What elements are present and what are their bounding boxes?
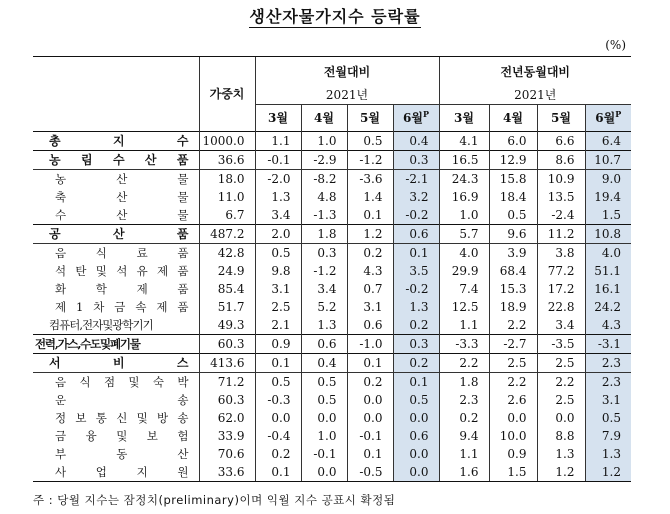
mom-cell: -0.3 bbox=[255, 391, 301, 409]
mom-cell: -1.0 bbox=[347, 335, 393, 354]
yoy-cell: 4.1 bbox=[439, 132, 489, 151]
table-row bbox=[33, 445, 631, 463]
mom-cell: -2.0 bbox=[255, 170, 301, 189]
mom-cell: -8.2 bbox=[301, 170, 347, 189]
yoy-month-header: 5월 bbox=[537, 105, 585, 132]
yoy-month-header-current: 6월$^P$ bbox=[585, 105, 631, 132]
yoy-cell: -3.3 bbox=[439, 335, 489, 354]
row-label: 농 산 물 bbox=[33, 170, 199, 189]
mom-cell: 3.5 bbox=[393, 262, 439, 280]
yoy-cell: 7.4 bbox=[439, 280, 489, 298]
weight-cell: 487.2 bbox=[199, 225, 255, 244]
yoy-month-header: 3월 bbox=[439, 105, 489, 132]
row-label: 운 송 bbox=[55, 392, 189, 407]
row-label: 정 보 통 신 및 방 송 bbox=[55, 410, 189, 425]
mom-cell: 0.7 bbox=[347, 280, 393, 298]
yoy-cell: 1.2 bbox=[585, 463, 631, 482]
mom-cell: 0.5 bbox=[301, 373, 347, 392]
mom-cell: 0.5 bbox=[347, 132, 393, 151]
yoy-month-header: 4월 bbox=[489, 105, 537, 132]
yoy-group-header: 전년동월대비 bbox=[439, 57, 631, 88]
yoy-cell: 3.4 bbox=[537, 316, 585, 335]
mom-cell: 1.3 bbox=[301, 316, 347, 335]
mom-cell: 0.3 bbox=[301, 244, 347, 263]
mom-cell: 0.0 bbox=[347, 409, 393, 427]
yoy-cell: 15.3 bbox=[489, 280, 537, 298]
mom-cell: 5.2 bbox=[301, 298, 347, 316]
yoy-cell: 1.1 bbox=[439, 316, 489, 335]
mom-cell: 2.0 bbox=[255, 225, 301, 244]
row-label: 음 식 료 품 bbox=[33, 244, 199, 263]
mom-cell: -1.2 bbox=[347, 151, 393, 170]
yoy-cell: 2.2 bbox=[537, 373, 585, 392]
yoy-cell: 24.2 bbox=[585, 298, 631, 316]
row-label: 제 1 차 금 속 제 품 bbox=[55, 299, 189, 314]
yoy-cell: 1.3 bbox=[537, 445, 585, 463]
yoy-cell: 13.5 bbox=[537, 188, 585, 206]
mom-cell: 0.6 bbox=[393, 427, 439, 445]
yoy-cell: 68.4 bbox=[489, 262, 537, 280]
mom-cell: 3.2 bbox=[393, 188, 439, 206]
mom-cell: 0.2 bbox=[255, 445, 301, 463]
yoy-cell: 9.0 bbox=[585, 170, 631, 189]
mom-cell: 0.2 bbox=[347, 373, 393, 392]
weight-cell: 36.6 bbox=[199, 151, 255, 170]
mom-month-header: 3월 bbox=[255, 105, 301, 132]
yoy-cell: 2.5 bbox=[489, 354, 537, 373]
weight-cell: 60.3 bbox=[199, 335, 255, 354]
yoy-cell: 0.2 bbox=[439, 409, 489, 427]
yoy-cell: 2.3 bbox=[439, 391, 489, 409]
weight-cell: 62.0 bbox=[199, 409, 255, 427]
row-label: 금 융 및 보 험 bbox=[55, 428, 189, 443]
yoy-cell: 2.5 bbox=[537, 391, 585, 409]
mom-cell: 0.0 bbox=[393, 463, 439, 482]
yoy-cell: -3.1 bbox=[585, 335, 631, 354]
yoy-cell: 4.3 bbox=[585, 316, 631, 335]
yoy-cell: 12.5 bbox=[439, 298, 489, 316]
yoy-cell: 29.9 bbox=[439, 262, 489, 280]
mom-cell: 1.1 bbox=[255, 132, 301, 151]
table-row bbox=[33, 373, 631, 392]
yoy-cell: 0.5 bbox=[489, 206, 537, 225]
mom-cell: 0.0 bbox=[301, 409, 347, 427]
row-label: 음 식 점 및 숙 박 bbox=[33, 373, 199, 392]
table-row bbox=[33, 463, 631, 482]
row-label: 부 동 산 bbox=[55, 446, 189, 461]
mom-month-header: 4월 bbox=[301, 105, 347, 132]
mom-cell: 0.2 bbox=[347, 244, 393, 263]
row-label: 총 지 수 bbox=[33, 132, 199, 151]
yoy-cell: 22.8 bbox=[537, 298, 585, 316]
mom-cell: 0.6 bbox=[301, 335, 347, 354]
mom-cell: 3.1 bbox=[347, 298, 393, 316]
table-row bbox=[33, 391, 631, 409]
yoy-cell: 2.2 bbox=[489, 373, 537, 392]
weight-cell: 33.6 bbox=[199, 463, 255, 482]
mom-cell: -0.4 bbox=[255, 427, 301, 445]
table-row bbox=[33, 262, 631, 280]
yoy-cell: -2.7 bbox=[489, 335, 537, 354]
yoy-cell: 3.1 bbox=[585, 391, 631, 409]
mom-cell: 0.1 bbox=[255, 354, 301, 373]
yoy-cell: 16.1 bbox=[585, 280, 631, 298]
mom-cell: 0.3 bbox=[393, 151, 439, 170]
weight-cell: 24.9 bbox=[199, 262, 255, 280]
weight-cell: 85.4 bbox=[199, 280, 255, 298]
yoy-year: 2021년 bbox=[439, 87, 631, 105]
mom-cell: 0.5 bbox=[393, 391, 439, 409]
yoy-cell: 1.6 bbox=[439, 463, 489, 482]
yoy-cell: 0.5 bbox=[585, 409, 631, 427]
yoy-cell: 3.8 bbox=[537, 244, 585, 263]
weight-header: 가중치 bbox=[199, 57, 255, 132]
mom-cell: 0.1 bbox=[393, 244, 439, 263]
mom-cell: 4.3 bbox=[347, 262, 393, 280]
table-row bbox=[33, 335, 631, 354]
mom-cell: 0.0 bbox=[347, 391, 393, 409]
mom-cell: 1.3 bbox=[255, 188, 301, 206]
mom-cell: 0.4 bbox=[393, 132, 439, 151]
mom-cell: 0.2 bbox=[393, 316, 439, 335]
mom-cell: -1.3 bbox=[301, 206, 347, 225]
mom-cell: 0.5 bbox=[255, 373, 301, 392]
yoy-cell: 51.1 bbox=[585, 262, 631, 280]
mom-cell: 1.0 bbox=[301, 427, 347, 445]
weight-cell: 33.9 bbox=[199, 427, 255, 445]
weight-cell: 6.7 bbox=[199, 206, 255, 225]
yoy-cell: 2.6 bbox=[489, 391, 537, 409]
yoy-cell: 17.2 bbox=[537, 280, 585, 298]
mom-cell: -1.2 bbox=[301, 262, 347, 280]
mom-month-header-current: 6월$^P$ bbox=[393, 105, 439, 132]
mom-cell: 3.4 bbox=[301, 280, 347, 298]
mom-cell: -0.2 bbox=[393, 280, 439, 298]
yoy-cell: 1.0 bbox=[439, 206, 489, 225]
row-label: 화 학 제 품 bbox=[55, 281, 189, 296]
yoy-cell: 6.0 bbox=[489, 132, 537, 151]
weight-cell: 42.8 bbox=[199, 244, 255, 263]
mom-cell: -0.1 bbox=[347, 427, 393, 445]
yoy-cell: 18.9 bbox=[489, 298, 537, 316]
table-row bbox=[33, 409, 631, 427]
yoy-cell: 7.9 bbox=[585, 427, 631, 445]
yoy-cell: 1.5 bbox=[489, 463, 537, 482]
weight-cell: 71.2 bbox=[199, 373, 255, 392]
table-row bbox=[33, 280, 631, 298]
weight-cell: 49.3 bbox=[199, 316, 255, 335]
weight-cell: 11.0 bbox=[199, 188, 255, 206]
yoy-cell: 12.9 bbox=[489, 151, 537, 170]
weight-cell: 18.0 bbox=[199, 170, 255, 189]
table-row bbox=[33, 427, 631, 445]
mom-cell: 0.5 bbox=[301, 391, 347, 409]
table-row bbox=[33, 244, 631, 263]
yoy-cell: 16.9 bbox=[439, 188, 489, 206]
yoy-cell: 10.9 bbox=[537, 170, 585, 189]
mom-cell: 0.5 bbox=[255, 244, 301, 263]
mom-cell: 9.8 bbox=[255, 262, 301, 280]
mom-cell: 0.0 bbox=[255, 409, 301, 427]
mom-cell: 0.6 bbox=[393, 225, 439, 244]
mom-cell: -0.2 bbox=[393, 206, 439, 225]
mom-cell: 0.6 bbox=[347, 316, 393, 335]
mom-cell: -0.1 bbox=[255, 151, 301, 170]
yoy-cell: 9.6 bbox=[489, 225, 537, 244]
table-row bbox=[33, 132, 631, 151]
unit-label: (%) bbox=[605, 38, 626, 52]
yoy-cell: 3.9 bbox=[489, 244, 537, 263]
table-row bbox=[33, 170, 631, 189]
yoy-cell: -3.5 bbox=[537, 335, 585, 354]
table-row bbox=[33, 225, 631, 244]
yoy-cell: 19.4 bbox=[585, 188, 631, 206]
label-header bbox=[33, 57, 199, 132]
yoy-cell: 1.8 bbox=[439, 373, 489, 392]
footnote: 주 : 당월 지수는 잠정치(preliminary)이며 익월 지수 공표시 확정됨 bbox=[33, 493, 396, 507]
yoy-cell: 6.4 bbox=[585, 132, 631, 151]
mom-cell: 0.0 bbox=[393, 445, 439, 463]
weight-cell: 60.3 bbox=[199, 391, 255, 409]
yoy-cell: 6.6 bbox=[537, 132, 585, 151]
yoy-cell: 2.3 bbox=[585, 354, 631, 373]
weight-cell: 70.6 bbox=[199, 445, 255, 463]
table-row bbox=[33, 316, 631, 335]
weight-cell: 51.7 bbox=[199, 298, 255, 316]
table-row bbox=[33, 206, 631, 225]
mom-cell: 0.1 bbox=[393, 373, 439, 392]
yoy-cell: 16.5 bbox=[439, 151, 489, 170]
ppi-table bbox=[33, 56, 631, 482]
mom-cell: 1.8 bbox=[301, 225, 347, 244]
mom-cell: -2.1 bbox=[393, 170, 439, 189]
yoy-cell: 2.3 bbox=[585, 373, 631, 392]
mom-year: 2021년 bbox=[255, 87, 439, 105]
mom-cell: 0.1 bbox=[255, 463, 301, 482]
yoy-cell: 2.5 bbox=[537, 354, 585, 373]
mom-cell: 0.3 bbox=[393, 335, 439, 354]
mom-cell: 0.0 bbox=[393, 409, 439, 427]
row-label: 수 산 물 bbox=[55, 207, 189, 222]
row-label: 컴퓨터,전자및광학기기 bbox=[49, 317, 153, 332]
mom-cell: 1.2 bbox=[347, 225, 393, 244]
yoy-cell: 5.7 bbox=[439, 225, 489, 244]
yoy-cell: 1.5 bbox=[585, 206, 631, 225]
mom-cell: 0.0 bbox=[301, 463, 347, 482]
yoy-cell: 4.0 bbox=[585, 244, 631, 263]
table-row bbox=[33, 298, 631, 316]
yoy-cell: 0.9 bbox=[489, 445, 537, 463]
mom-cell: 0.4 bbox=[301, 354, 347, 373]
yoy-cell: 15.8 bbox=[489, 170, 537, 189]
mom-cell: -2.9 bbox=[301, 151, 347, 170]
mom-cell: 3.1 bbox=[255, 280, 301, 298]
row-label: 전력,가스,수도및폐기물 bbox=[33, 335, 199, 354]
mom-cell: 1.0 bbox=[301, 132, 347, 151]
yoy-cell: -2.4 bbox=[537, 206, 585, 225]
yoy-cell: 8.6 bbox=[537, 151, 585, 170]
row-label: 서 비 스 bbox=[33, 354, 199, 373]
yoy-cell: 0.0 bbox=[537, 409, 585, 427]
mom-cell: 0.9 bbox=[255, 335, 301, 354]
mom-cell: 0.1 bbox=[347, 354, 393, 373]
row-label: 농 림 수 산 품 bbox=[33, 151, 199, 170]
yoy-cell: 0.0 bbox=[489, 409, 537, 427]
yoy-cell: 10.8 bbox=[585, 225, 631, 244]
mom-cell: 0.2 bbox=[393, 354, 439, 373]
yoy-cell: 4.0 bbox=[439, 244, 489, 263]
weight-cell: 1000.0 bbox=[199, 132, 255, 151]
mom-cell: -0.5 bbox=[347, 463, 393, 482]
mom-cell: 0.1 bbox=[347, 206, 393, 225]
mom-cell: -3.6 bbox=[347, 170, 393, 189]
yoy-cell: 18.4 bbox=[489, 188, 537, 206]
table-row bbox=[33, 188, 631, 206]
table-row bbox=[33, 354, 631, 373]
yoy-cell: 2.2 bbox=[489, 316, 537, 335]
yoy-cell: 8.8 bbox=[537, 427, 585, 445]
row-label: 공 산 품 bbox=[33, 225, 199, 244]
yoy-cell: 1.2 bbox=[537, 463, 585, 482]
page-title: 생산자물가지수 등락률 bbox=[249, 7, 421, 26]
yoy-cell: 2.2 bbox=[439, 354, 489, 373]
row-label: 석 탄 및 석 유 제 품 bbox=[55, 263, 189, 278]
mom-cell: 1.4 bbox=[347, 188, 393, 206]
mom-cell: 2.1 bbox=[255, 316, 301, 335]
mom-cell: 3.4 bbox=[255, 206, 301, 225]
yoy-cell: 11.2 bbox=[537, 225, 585, 244]
yoy-cell: 10.0 bbox=[489, 427, 537, 445]
yoy-cell: 24.3 bbox=[439, 170, 489, 189]
mom-cell: 1.3 bbox=[393, 298, 439, 316]
mom-group-header: 전월대비 bbox=[255, 57, 439, 88]
mom-cell: 2.5 bbox=[255, 298, 301, 316]
row-label: 사 업 지 원 bbox=[33, 463, 199, 482]
mom-cell: 4.8 bbox=[301, 188, 347, 206]
yoy-cell: 1.1 bbox=[439, 445, 489, 463]
mom-month-header: 5월 bbox=[347, 105, 393, 132]
yoy-cell: 1.3 bbox=[585, 445, 631, 463]
mom-cell: 0.1 bbox=[347, 445, 393, 463]
table-row bbox=[33, 151, 631, 170]
yoy-cell: 10.7 bbox=[585, 151, 631, 170]
mom-cell: -0.1 bbox=[301, 445, 347, 463]
yoy-cell: 9.4 bbox=[439, 427, 489, 445]
yoy-cell: 77.2 bbox=[537, 262, 585, 280]
row-label: 축 산 물 bbox=[55, 189, 189, 204]
weight-cell: 413.6 bbox=[199, 354, 255, 373]
